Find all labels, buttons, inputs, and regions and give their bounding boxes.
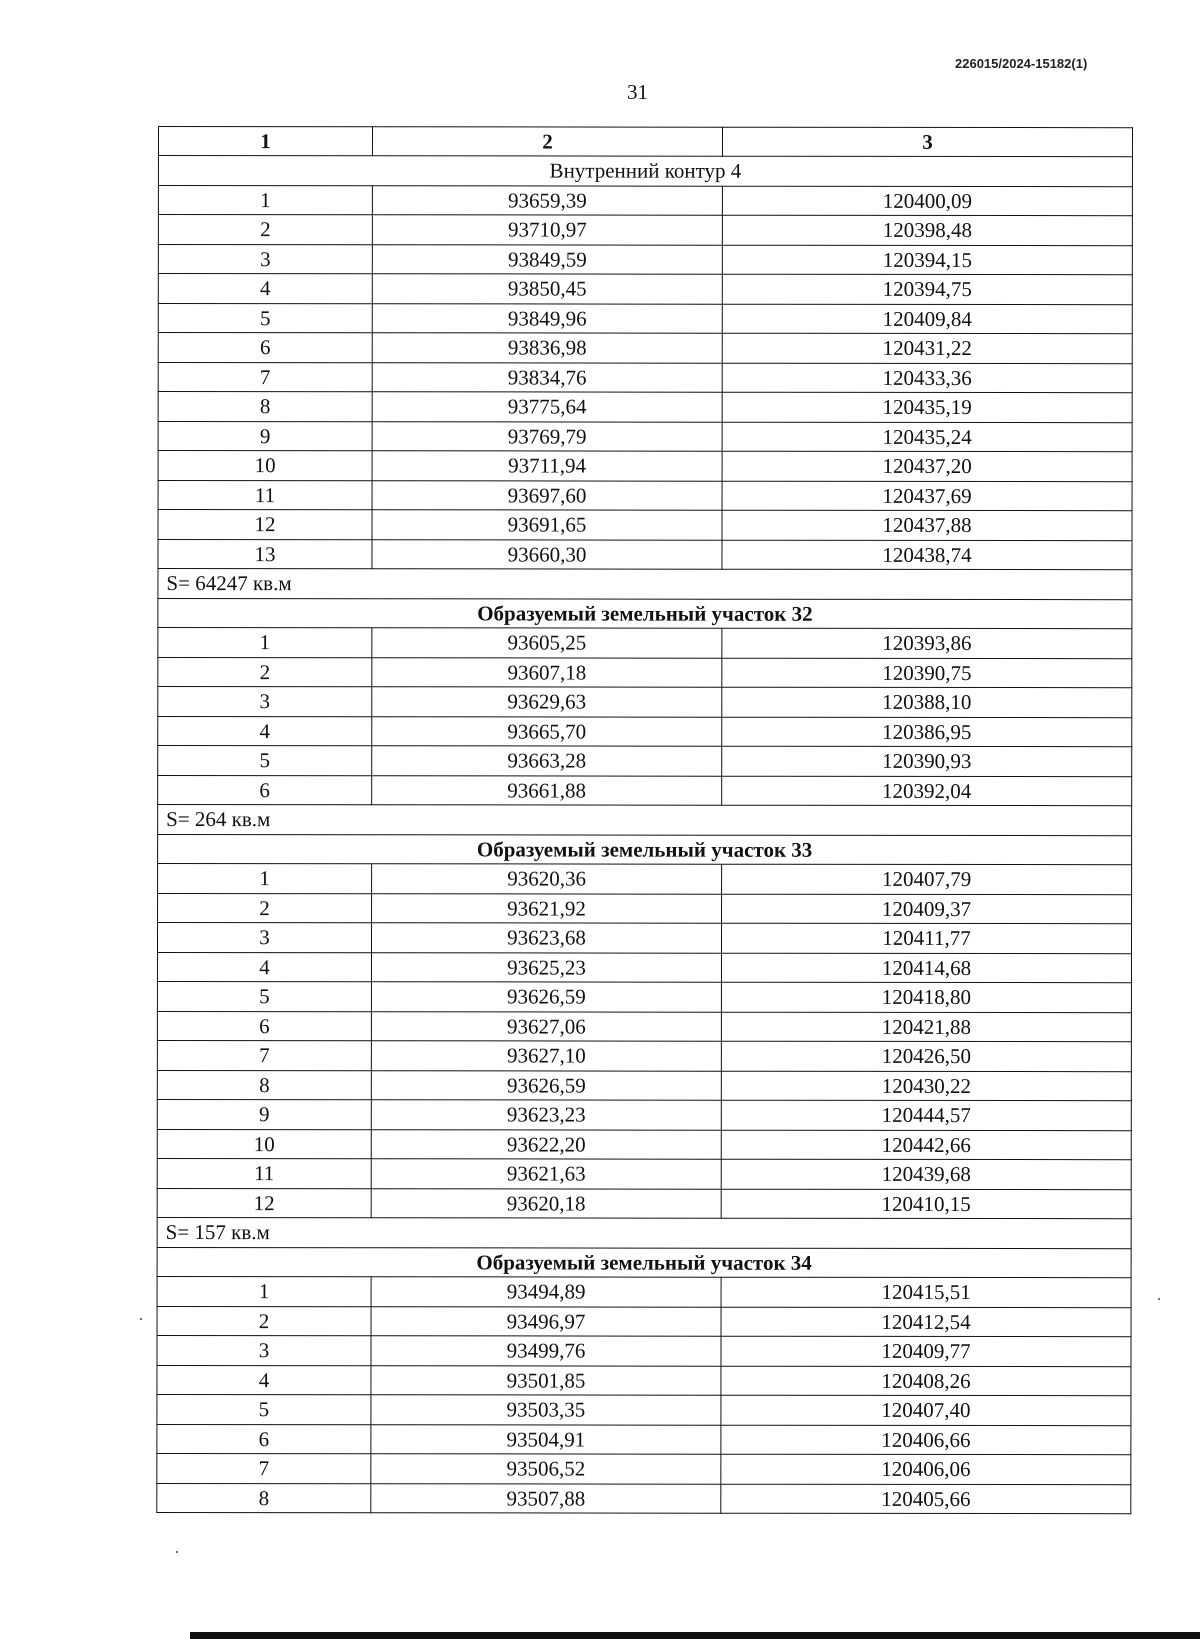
document-id: 226015/2024-15182(1) [955, 56, 1088, 71]
point-number: 9 [157, 1099, 371, 1129]
page-number: 31 [627, 80, 648, 104]
coordinate-x: 93607,18 [372, 657, 722, 687]
coordinate-y: 120430,22 [721, 1071, 1131, 1101]
table-row [158, 539, 1132, 570]
area-row [157, 1217, 1131, 1248]
table-row [158, 421, 1132, 452]
section-title: Внутренний контур 4 [158, 156, 1132, 187]
section-title: Образуемый земельный участок 32 [158, 598, 1132, 629]
coordinate-x: 93710,97 [372, 215, 722, 245]
coordinate-x: 93620,18 [371, 1188, 721, 1218]
coordinate-y: 120438,74 [722, 540, 1132, 570]
coordinate-x: 93622,20 [371, 1129, 721, 1159]
section-title-row [158, 156, 1132, 187]
coordinate-y: 120431,22 [722, 333, 1132, 363]
coordinate-y: 120407,40 [721, 1395, 1131, 1425]
point-number: 11 [158, 480, 372, 510]
table-row [158, 274, 1132, 305]
table-row [158, 362, 1132, 393]
point-number: 7 [158, 362, 372, 392]
section-title-row [158, 598, 1132, 629]
point-number: 1 [157, 1276, 371, 1306]
scan-artifact [1158, 1298, 1160, 1300]
table-row [158, 451, 1132, 482]
point-number: 5 [158, 746, 372, 776]
table-row [157, 1365, 1131, 1396]
coordinate-x: 93605,25 [372, 628, 722, 658]
point-number: 8 [157, 1070, 371, 1100]
coordinate-y: 120444,57 [721, 1100, 1131, 1130]
coordinate-x: 93621,63 [371, 1159, 721, 1189]
coordinate-y: 120409,84 [722, 304, 1132, 334]
coordinate-y: 120439,68 [721, 1159, 1131, 1189]
table-row [158, 775, 1132, 806]
table-row [157, 1453, 1131, 1484]
coordinate-x: 93501,85 [371, 1365, 721, 1395]
table-row [158, 303, 1132, 334]
coordinate-x: 93494,89 [371, 1277, 721, 1307]
coordinate-y: 120406,06 [721, 1454, 1131, 1484]
table-row [157, 1070, 1131, 1101]
point-number: 1 [158, 185, 372, 215]
table-row [157, 1276, 1131, 1307]
area-row [158, 805, 1132, 836]
point-number: 10 [157, 1129, 371, 1159]
point-number: 2 [158, 657, 372, 687]
table-row [157, 1099, 1131, 1130]
point-number: 6 [158, 333, 372, 363]
coordinate-x: 93625,23 [371, 952, 721, 982]
area-value: S= 157 кв.м [157, 1217, 1131, 1248]
coordinate-x: 93661,88 [372, 775, 722, 805]
coordinate-x: 93850,45 [372, 274, 722, 304]
table-row [158, 628, 1132, 659]
coordinate-x: 93499,76 [371, 1336, 721, 1366]
area-value: S= 64247 кв.м [158, 569, 1132, 600]
coordinate-x: 93496,97 [371, 1306, 721, 1336]
coordinate-y: 120393,86 [722, 628, 1132, 658]
table-row [157, 923, 1131, 954]
point-number: 9 [158, 421, 372, 451]
table-row [158, 716, 1132, 747]
table-row [158, 215, 1132, 246]
point-number: 3 [157, 1335, 371, 1365]
coordinate-x: 93660,30 [372, 539, 722, 569]
coordinate-y: 120406,66 [721, 1425, 1131, 1455]
coordinate-x: 93663,28 [372, 746, 722, 776]
coordinate-y: 120398,48 [722, 215, 1132, 245]
coordinate-x: 93769,79 [372, 421, 722, 451]
table-row [157, 1158, 1131, 1189]
table-row [157, 982, 1131, 1013]
section-title: Образуемый земельный участок 33 [158, 834, 1132, 865]
coordinate-y: 120415,51 [721, 1277, 1131, 1307]
coordinate-y: 120394,15 [722, 245, 1132, 275]
table-row [157, 952, 1131, 983]
coordinate-x: 93623,23 [371, 1100, 721, 1130]
point-number: 1 [158, 864, 372, 894]
point-number: 3 [158, 687, 372, 717]
coordinate-y: 120409,37 [722, 894, 1132, 924]
coordinate-y: 120390,93 [722, 746, 1132, 776]
point-number: 8 [157, 1483, 371, 1513]
coordinate-y: 120411,77 [721, 923, 1131, 953]
coordinate-y: 120390,75 [722, 658, 1132, 688]
coordinates-table-body [157, 127, 1133, 1514]
table-row [158, 244, 1132, 275]
coordinate-x: 93711,94 [372, 451, 722, 481]
coordinate-y: 120414,68 [721, 953, 1131, 983]
point-number: 11 [157, 1158, 371, 1188]
coordinate-x: 93627,06 [371, 1011, 721, 1041]
table-row [158, 392, 1132, 423]
coordinate-x: 93620,36 [372, 864, 722, 894]
coordinate-y: 120409,77 [721, 1336, 1131, 1366]
scan-artifact [176, 1551, 178, 1553]
coordinate-y: 120437,88 [722, 510, 1132, 540]
coordinate-x: 93659,39 [372, 185, 722, 215]
point-number: 2 [158, 893, 372, 923]
coordinate-y: 120437,20 [722, 451, 1132, 481]
scan-artifact [140, 1318, 142, 1320]
table-row [158, 893, 1132, 924]
coordinate-x: 93849,96 [372, 303, 722, 333]
point-number: 5 [158, 303, 372, 333]
coordinate-x: 93697,60 [372, 480, 722, 510]
point-number: 5 [157, 982, 371, 1012]
point-number: 3 [157, 923, 371, 953]
table-row [157, 1306, 1131, 1337]
header-row [158, 127, 1132, 157]
coordinate-x: 93504,91 [371, 1424, 721, 1454]
point-number: 1 [158, 628, 372, 658]
table-row [158, 687, 1132, 718]
scan-edge [190, 1632, 1200, 1639]
coordinate-x: 93775,64 [372, 392, 722, 422]
coordinate-x: 93506,52 [371, 1454, 721, 1484]
coordinate-y: 120410,15 [721, 1189, 1131, 1219]
coordinate-y: 120433,36 [722, 363, 1132, 393]
point-number: 3 [158, 244, 372, 274]
coordinate-x: 93629,63 [372, 687, 722, 717]
table-row [158, 510, 1132, 541]
coordinate-y: 120418,80 [721, 982, 1131, 1012]
coordinate-y: 120400,09 [722, 186, 1132, 216]
point-number: 8 [158, 392, 372, 422]
table-row [157, 1188, 1131, 1219]
coordinate-x: 93623,68 [371, 923, 721, 953]
table-row [157, 1011, 1131, 1042]
point-number: 13 [158, 539, 372, 569]
section-title-row [157, 1247, 1131, 1278]
coordinate-y: 120407,79 [722, 864, 1132, 894]
table-row [157, 1335, 1131, 1366]
coordinate-x: 93665,70 [372, 716, 722, 746]
table-row [157, 1394, 1131, 1425]
table-row [158, 657, 1132, 688]
coordinate-y: 120426,50 [721, 1041, 1131, 1071]
table-row [157, 1129, 1131, 1160]
coordinate-y: 120394,75 [722, 274, 1132, 304]
point-number: 4 [158, 274, 372, 304]
coordinate-y: 120388,10 [722, 687, 1132, 717]
area-value: S= 264 кв.м [158, 805, 1132, 836]
coordinate-x: 93691,65 [372, 510, 722, 540]
coordinate-y: 120437,69 [722, 481, 1132, 511]
table-row [158, 185, 1132, 216]
coordinate-y: 120435,19 [722, 392, 1132, 422]
table-row [158, 864, 1132, 895]
coordinate-x: 93503,35 [371, 1395, 721, 1425]
section-title-row [158, 834, 1132, 865]
coordinate-x: 93849,59 [372, 244, 722, 274]
point-number: 2 [157, 1306, 371, 1336]
point-number: 4 [158, 716, 372, 746]
coordinate-x: 93507,88 [371, 1483, 721, 1513]
coordinate-x: 93626,59 [371, 982, 721, 1012]
table-row [157, 1424, 1131, 1455]
coordinate-y: 120386,95 [722, 717, 1132, 747]
table-row [157, 1040, 1131, 1071]
coordinate-x: 93834,76 [372, 362, 722, 392]
header-col-1: 1 [158, 127, 372, 156]
point-number: 4 [157, 1365, 371, 1395]
table-row [158, 333, 1132, 364]
coordinate-y: 120435,24 [722, 422, 1132, 452]
point-number: 12 [158, 510, 372, 540]
section-title: Образуемый земельный участок 34 [157, 1247, 1131, 1278]
coordinate-y: 120408,26 [721, 1366, 1131, 1396]
point-number: 4 [157, 952, 371, 982]
coordinate-y: 120405,66 [721, 1484, 1131, 1514]
point-number: 6 [157, 1424, 371, 1454]
point-number: 10 [158, 451, 372, 481]
coordinate-y: 120392,04 [722, 776, 1132, 806]
coordinate-y: 120442,66 [721, 1130, 1131, 1160]
area-row [158, 569, 1132, 600]
table-row [158, 746, 1132, 777]
coordinate-y: 120421,88 [721, 1012, 1131, 1042]
header-col-2: 2 [372, 127, 722, 156]
table-row [157, 1483, 1131, 1514]
point-number: 6 [157, 1011, 371, 1041]
coordinates-table [156, 126, 1133, 1514]
coordinate-x: 93626,59 [371, 1070, 721, 1100]
coordinate-x: 93627,10 [371, 1041, 721, 1071]
table-row [158, 480, 1132, 511]
coordinate-y: 120412,54 [721, 1307, 1131, 1337]
point-number: 7 [157, 1453, 371, 1483]
point-number: 6 [158, 775, 372, 805]
point-number: 2 [158, 215, 372, 245]
coordinate-x: 93621,92 [372, 893, 722, 923]
header-col-3: 3 [722, 127, 1132, 157]
coordinate-x: 93836,98 [372, 333, 722, 363]
point-number: 5 [157, 1394, 371, 1424]
point-number: 7 [157, 1040, 371, 1070]
point-number: 12 [157, 1188, 371, 1218]
